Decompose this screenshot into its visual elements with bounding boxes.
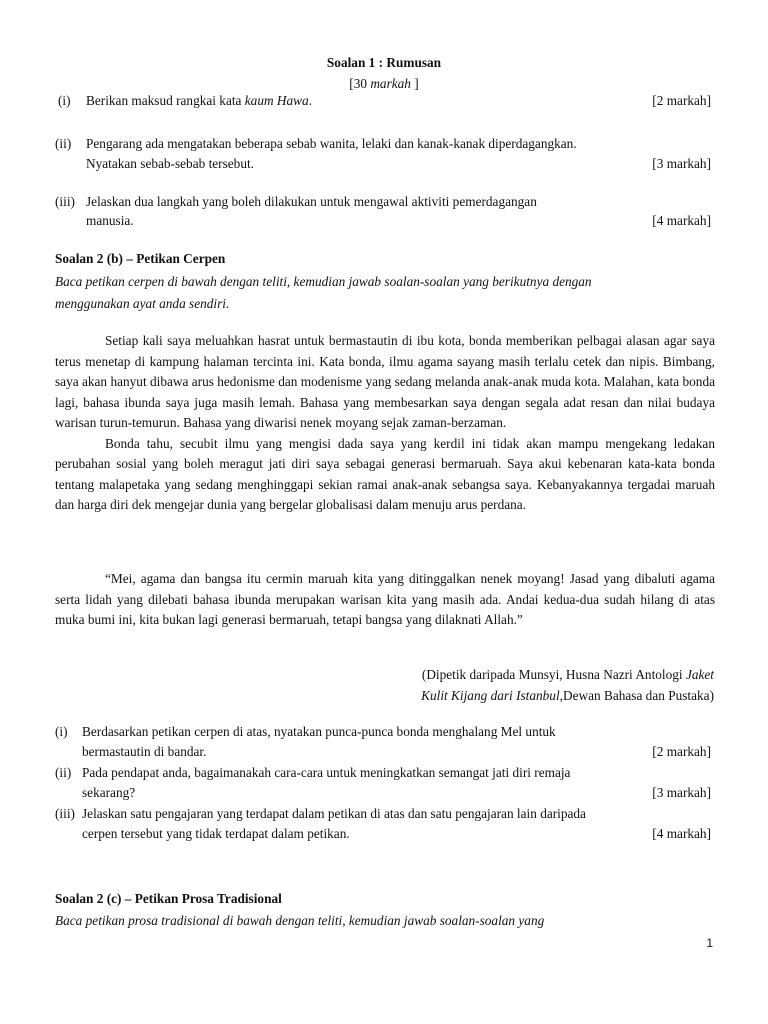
ref-publisher: ,Dewan Bahasa dan Pustaka) [559, 688, 714, 703]
soalan2c-title: Soalan 2 (c) – Petikan Prosa Tradisional [55, 891, 282, 906]
soalan2c-instruction-line1: Baca petikan prosa tradisional di bawah dengan teliti, kemudian jawab soalan-soalan yang [55, 913, 545, 928]
soalan2b-q3-number: (iii) [55, 806, 75, 821]
ref-italic: Jaket [685, 667, 714, 682]
q1-text: Berikan maksud rangkai kata [86, 93, 245, 108]
soalan2b-instruction-line2: menggunakan ayat anda sendiri. [55, 296, 230, 311]
soalan2b-q2-line1: Pada pendapat anda, bagaimanakah cara-cara untuk meningkatkan semangat jati diri remaja [82, 765, 571, 780]
soalan2b-q1-line1: Berdasarkan petikan cerpen di atas, nyatakan punca-punca bonda menghalang Mel untuk [82, 724, 556, 739]
soalan2b-q1-number: (i) [55, 724, 68, 739]
passage-reference-line2 [421, 686, 714, 707]
q1-end: . [308, 93, 313, 108]
soalan2b-q3-line2: cerpen tersebut yang tidak terdapat dalam petikan. [82, 826, 350, 841]
q1-italic: kaum Hawa [244, 93, 309, 108]
soalan2b-q2-line2: sekarang? [82, 785, 136, 800]
soalan1-q3-number: (iii) [55, 194, 75, 209]
passage-paragraph-3: “Mei, agama dan bangsa itu cermin maruah kita yang ditinggalkan nenek moyang! Jasad yang dibaluti agama serta lidah yang dilebati bahasa ibunda merupakan warisan kita yang masih ada. Andai kedua-dua sudah hilang di atas muka bumi ini, kita bukan lagi generasi bermaruah, tetapi bangsa yang dilaknati Allah.” [55, 571, 715, 627]
passage-reference-line1 [422, 665, 714, 686]
ref-book-title: Kulit Kijang dari Istanbul [421, 688, 560, 703]
soalan1-q1-text [86, 91, 312, 111]
marks-suffix: ] [410, 76, 419, 91]
passage-paragraph-1: Setiap kali saya meluahkan hasrat untuk bermastautin di ibu kota, bonda memberikan pelbagai alasan agar saya terus menetap di kampung halaman tercinta ini. Kata bonda, ilmu agama sayang masih terlalu cetek dan nipis. Bimbang, saya akan hanyut dibawa arus hedonisme dan modenisme yang sedang melanda anak-anak muda kota. Malahan, kata bonda lagi, bahasa ibunda saya juga masih lemah. Bahasa yang membesarkan saya dengan segala adat resan dan nilai budaya warisan turun-temurun. Bahasa yang diwarisi nenek moyang sejak zaman-berzaman. [55, 333, 715, 430]
soalan2b-q3-marks: [4 markah] [652, 826, 711, 841]
soalan1-q1-number: (i) [58, 93, 71, 108]
soalan2b-q2-number: (ii) [55, 765, 72, 780]
soalan2b-q1-marks: [2 markah] [652, 744, 711, 759]
soalan2b-q1-line2: bermastautin di bandar. [82, 744, 207, 759]
marks-italic: markah [370, 76, 411, 91]
soalan1-q2-number: (ii) [55, 136, 72, 151]
soalan1-q3-line2: manusia. [86, 213, 134, 228]
passage-body [55, 331, 715, 516]
passage-quote [55, 569, 715, 631]
soalan1-q2-line2: Nyatakan sebab-sebab tersebut. [86, 156, 254, 171]
marks-prefix: [30 [349, 76, 371, 91]
soalan2b-q2-marks: [3 markah] [652, 785, 711, 800]
soalan1-q3-marks: [4 markah] [652, 213, 711, 228]
soalan2b-q3-line1: Jelaskan satu pengajaran yang terdapat dalam petikan di atas dan satu pengajaran lain daripada [82, 806, 586, 821]
soalan1-q3-line1: Jelaskan dua langkah yang boleh dilakukan untuk mengawal aktiviti pemerdagangan [86, 194, 537, 209]
passage-paragraph-2: Bonda tahu, secubit ilmu yang mengisi dada saya yang kerdil ini tidak akan mampu mengekang ledakan perubahan sosial yang boleh meragut jati diri saya sebagai generasi bermaruah. Saya akui kebenaran kata-kata bonda tentang malapetaka yang sedang menghinggapi sekian ramai anak-anak sebangsa saya. Kebanyakannya tergadai maruah dan harga diri dek mengejar dunia yang bergelar globalisasi dalam menuju arus perdana. [55, 435, 715, 512]
soalan1-q2-line1: Pengarang ada mengatakan beberapa sebab wanita, lelaki dan kanak-kanak diperdagangkan. [86, 136, 577, 151]
soalan1-title: Soalan 1 : Rumusan [326, 55, 442, 70]
soalan2b-instruction-line1: Baca petikan cerpen di bawah dengan teliti, kemudian jawab soalan-soalan yang berikutnya dengan [55, 274, 592, 289]
ref-text: (Dipetik daripada Munsyi, Husna Nazri Antologi [421, 667, 686, 682]
soalan1-q2-marks: [3 markah] [652, 156, 711, 171]
page-number: 1 [706, 936, 713, 950]
soalan1-q1-marks: [2 markah] [652, 93, 711, 108]
soalan2b-title: Soalan 2 (b) – Petikan Cerpen [55, 251, 226, 266]
